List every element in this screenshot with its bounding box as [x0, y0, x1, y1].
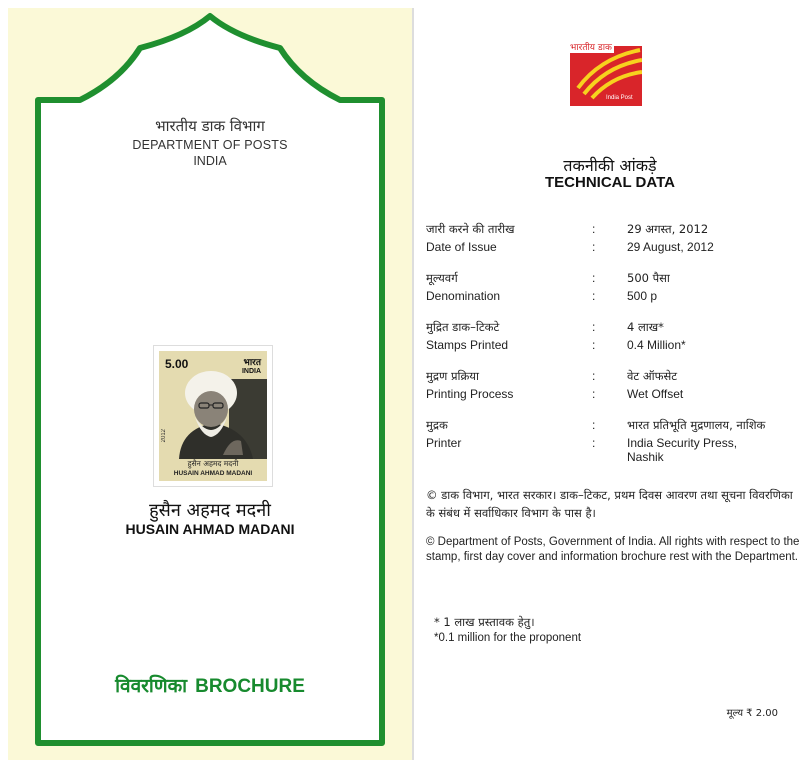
copyright-english: © Department of Posts, Government of India. All rights with respect to the stamp, first day cover and information brochure rest with the Department.: [426, 536, 800, 563]
row-process-label-hindi: मुद्रण प्रक्रिया: [426, 369, 479, 383]
row-process-value-hindi: वेट ऑफसेट: [627, 369, 678, 383]
technical-data-title-english: TECHNICAL DATA: [545, 174, 675, 191]
row-date-colon-english: :: [592, 240, 596, 254]
row-denomination-colon-english: :: [592, 289, 596, 303]
row-date-value-hindi: 29 अगस्त, 2012: [627, 222, 709, 236]
row-printed-colon-english: :: [592, 338, 596, 352]
copyright-hindi: © डाक विभाग, भारत सरकार। डाक–टिकट, प्रथम दिवस आवरण तथा सूचना विवरणिका के संबंध में सर्वाधिकार विभाग के पास है।: [426, 488, 793, 520]
stamp-country-english: INDIA: [241, 368, 261, 375]
brochure-title-english: BROCHURE: [195, 676, 305, 697]
stamp-caption-hindi: हुसैन अहमद मदनी: [187, 459, 239, 468]
row-printer-colon-english: :: [592, 436, 596, 450]
row-printer-value-english-line2: Nashik: [627, 450, 664, 464]
row-process-colon-english: :: [592, 387, 596, 401]
stamp-country-hindi: भारत: [243, 358, 261, 368]
org-name-english: DEPARTMENT OF POSTS: [132, 138, 288, 152]
price-label: मूल्य ₹ 2.00: [726, 708, 778, 719]
row-printer-label-english: Printer: [426, 436, 462, 450]
row-printed-value-hindi: 4 लाख*: [627, 320, 664, 334]
technical-data-title-hindi: तकनीकी आंकड़े: [563, 156, 657, 175]
row-date-label-english: Date of Issue: [426, 240, 497, 254]
brochure-title-hindi: विवरणिका: [115, 675, 188, 697]
row-denomination-value-hindi: 500 पैसा: [627, 271, 670, 285]
footnote-english: *0.1 million for the proponent: [434, 632, 582, 644]
row-printer-colon-hindi: :: [592, 418, 596, 432]
stamp-value: 5.00: [165, 357, 189, 371]
row-printer-value-hindi: भारत प्रतिभूति मुद्रणालय, नाशिक: [627, 418, 766, 432]
brochure-title: [8, 672, 412, 698]
subject-name-english: HUSAIN AHMAD MADANI: [125, 521, 295, 537]
stamp-caption-english: HUSAIN AHMAD MADANI: [173, 470, 253, 477]
row-printed-label-hindi: मुद्रित डाक–टिकटे: [426, 320, 500, 334]
india-post-logo: [570, 43, 642, 106]
brochure-cover-panel: [8, 8, 412, 760]
subject-name-hindi: हुसैन अहमद मदनी: [149, 500, 271, 521]
row-printer-value-english: India Security Press,: [627, 436, 738, 450]
row-denomination-value-english: 500 p: [627, 289, 658, 303]
row-process-value-english: Wet Offset: [627, 387, 684, 401]
row-printed-value-english: 0.4 Million*: [627, 338, 686, 352]
row-denomination-label-english: Denomination: [426, 289, 501, 303]
row-date-label-hindi: जारी करने की तारीख: [426, 222, 515, 236]
row-printed-colon-hindi: :: [592, 320, 596, 334]
footnote-hindi: * 1 लाख प्रस्तावक हेतु।: [434, 615, 535, 629]
row-date-value-english: 29 August, 2012: [627, 240, 714, 254]
row-printer-label-hindi: मुद्रक: [426, 418, 448, 432]
row-denomination-label-hindi: मूल्यवर्ग: [426, 271, 458, 285]
row-process-label-english: Printing Process: [426, 387, 514, 401]
org-name-hindi: भारतीय डाक विभाग: [155, 117, 265, 135]
logo-text-hindi: भारतीय डाक: [568, 40, 614, 53]
stamp-year: 2012: [161, 429, 167, 443]
row-date-colon-hindi: :: [592, 222, 596, 236]
org-country: INDIA: [193, 154, 227, 168]
technical-data-panel: [414, 8, 806, 760]
row-printed-label-english: Stamps Printed: [426, 338, 509, 352]
row-process-colon-hindi: :: [592, 369, 596, 383]
stamp-image: [154, 346, 272, 486]
logo-text-english: India Post: [606, 95, 633, 101]
row-denomination-colon-hindi: :: [592, 271, 596, 285]
